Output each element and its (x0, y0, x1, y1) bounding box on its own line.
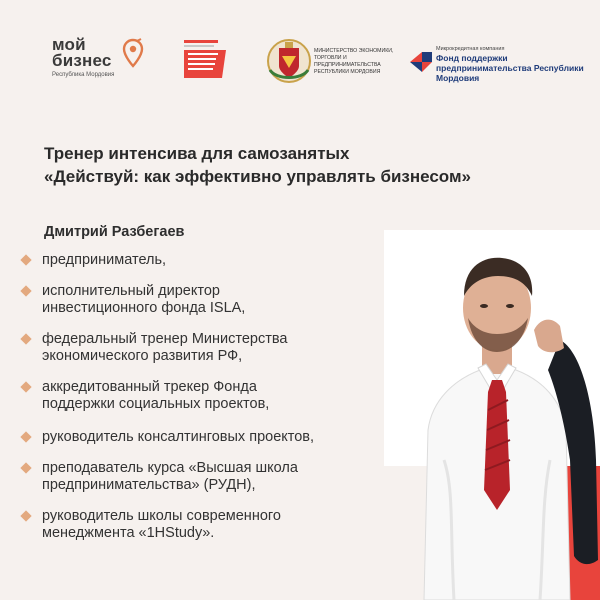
credential-text-line: руководитель консалтинговых проектов, (42, 429, 315, 445)
diamond-bullet-icon (20, 431, 31, 442)
title-line-1: Тренер интенсива для самозанятых (44, 144, 350, 163)
fond-emblem-icon (408, 48, 434, 74)
partner-logos-bar (0, 30, 600, 90)
ministry-name: МИНИСТЕРСТВО ЭКОНОМИКИ, ТОРГОВЛИ И ПРЕДПРИНИМАТЕЛЬСТВА РЕСПУБЛИКИ МОРДОВИЯ (314, 48, 394, 76)
credential-item (22, 460, 422, 494)
credential-item (22, 331, 422, 365)
credential-item (22, 252, 422, 269)
credential-item (22, 283, 422, 317)
location-pin-icon (122, 38, 144, 70)
nacproekt-logo (182, 38, 234, 80)
page-title (44, 142, 564, 188)
moy-biznes-line2: бизнес (52, 51, 112, 70)
moy-biznes-logo (52, 36, 147, 86)
credential-text-line: федеральный тренер Министерства (42, 331, 288, 347)
trainer-name: Дмитрий Разбегаев (44, 224, 185, 240)
diamond-bullet-icon (20, 510, 31, 521)
fond-logo (408, 40, 588, 83)
credential-text-line: экономического развития РФ, (42, 348, 243, 364)
moy-biznes-region: Республика Мордовия (52, 72, 115, 78)
credential-text-line: поддержки социальных проектов, (42, 396, 270, 412)
fond-name: Фонд поддержки предпринимательства Республики Мордовия (436, 53, 584, 83)
credential-text-line: менеджмента «1HStudy». (42, 525, 215, 541)
moy-biznes-line1: мой (52, 35, 86, 54)
diamond-bullet-icon (20, 381, 31, 392)
national-projects-icon (182, 38, 234, 80)
credential-text-line: аккредитованный трекер Фонда (42, 379, 257, 395)
credential-item (22, 379, 422, 413)
credential-text-line: предприниматель, (42, 252, 167, 268)
diamond-bullet-icon (20, 285, 31, 296)
diamond-bullet-icon (20, 462, 31, 473)
credential-text-line: руководитель школы современного (42, 508, 281, 524)
credentials-list (22, 252, 422, 542)
credential-text-line: исполнительный директор (42, 283, 220, 299)
trainer-photo (384, 230, 600, 600)
credential-text-line: инвестиционного фонда ISLA, (42, 300, 246, 316)
diamond-bullet-icon (20, 254, 31, 265)
credential-text-line: предпринимательства» (РУДН), (42, 477, 256, 493)
diamond-bullet-icon (20, 333, 31, 344)
fond-type: Микрокредитная компания (436, 46, 505, 52)
credential-text-line: преподаватель курса «Высшая школа (42, 460, 298, 476)
credential-item (22, 508, 422, 542)
credential-item (22, 429, 422, 446)
coat-of-arms-icon (266, 34, 312, 88)
ministry-logo (266, 34, 411, 88)
title-line-2: «Действуй: как эффективно управлять бизнесом» (44, 167, 472, 186)
